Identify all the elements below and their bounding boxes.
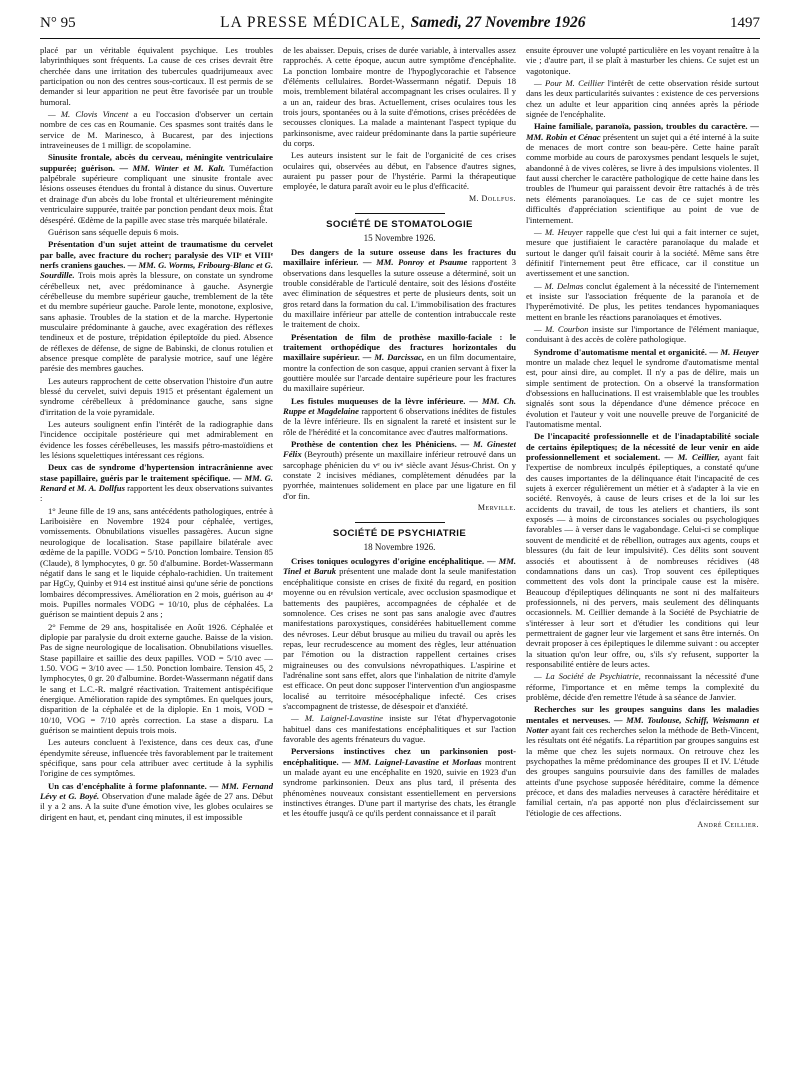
- author-name: — MM. Robin et Cénac: [526, 121, 759, 142]
- paragraph: [283, 247, 516, 330]
- paragraph-text: Trois mois après la blessure, on constate un syndrome cérébelleux net, avec prédominance à gauche. Asynergie cérébelleuse du membre supérieur gauche, tremblement de la tête et du membre supérieur gauche. Parole lente, monotone, explosive, sans aphasie. Troubles de la station et de la marche. Hypertonie musculaire prédominante à gauche, avec exagération des réflexes tendineux et de posture, trépidation épileptoïde du pied. Absence de réflexes de défense, de signe de Babinski, de clonus rotulien et absence presque complète de paralysie motrice, sauf une légère parésie des membres gauches.: [40, 270, 273, 374]
- paragraph-text: rappelle que c'est lui qui a fait interner ce sujet, mesure que justifiaient le caractère paranoïaque du malade et surtout le danger qu'il faisait courir à la société. Même sans être définitif l'internement peut être efficace, car il constitue un avertissement et une sanction.: [526, 226, 759, 279]
- paragraph: [283, 439, 516, 501]
- page-number-left: N° 95: [40, 15, 76, 31]
- paragraph-text: présentent un sujet qui a été interné à la suite de menaces de mort contre son beau-père. Cette haine paraît comme morbide au cours de paroxysmes pendant lesquels le sujet, abandonné à de vives colères, se livre à des impulsions violentes. Il faut aussi chercher le caractère pathologique de cette haine dans les troubles de l'humeur qui paraissent devoir être rattachés à de très nets éléments paranoïaques. Le cas de ce sujet montre les difficultés d'appréciation scientifique au point de vue de l'internement.: [526, 131, 759, 225]
- running-header: [40, 14, 760, 39]
- communication-title: Deux cas de syndrome d'hypertension intracrânienne avec stase papillaire, guéris par le traitement spécifique.: [40, 462, 273, 483]
- paragraph-text: montre un malade chez lequel le syndrome d'automatisme mental est, pour ainsi dire, au complet. Il n'y a pas de délire, mais un simple sentiment de protection. On a observé la transformation d'obsessions en hallucinations. Il est vraisemblable que les troubles signalés sont sous la dépendance d'une démence précoce en évolution et l'auteur y voit une nouvelle preuve de l'organicité de l'automatisme mental.: [526, 356, 759, 430]
- paragraph: [283, 713, 516, 744]
- paragraph-text: ayant fait ces recherches selon la méthode de Beth-Vincent, les résultats ont été négatifs. La répartition par groupes sanguins est la même que chez les sujets normaux. On retrouve chez les psychopathes la même prédominance des groupes II et IV. L'étude des groupes sanguins poursuivie dans des familles de malades atteints d'une psychose supposée héréditaire, comme la démence précoce, et dans des maladies nerveuses à caractère héréditaire et familial certain, n'a pas apporté non plus d'éclaircissement sur l'étiologie de ces affections.: [526, 725, 759, 818]
- signature: André Ceillier.: [697, 820, 759, 830]
- author-name: — M. Ginestet Félix: [283, 439, 516, 460]
- signature: M. Dollfus.: [468, 193, 516, 203]
- author-name: — MM. Ch. Ruppe et Magdelaine: [283, 395, 516, 416]
- paragraph-text: reconnaissant la nécessité d'une réforme, l'importance et en même temps la complexité du problème, décide d'en remettre l'étude à sa séance de Janvier.: [526, 671, 759, 702]
- paragraph: [526, 431, 759, 669]
- paragraph-text: ayant fait l'expertise de nombreux inculpés épileptiques, a constaté qu'une des causes importantes de la délinquance était l'incapacité de ces sujets à exercer régulièrement un métier et à s'adapter à la vie en société. Renvoyés, à cause de leurs crises et de la loi sur les accidents du travail, de tous les ateliers et chantiers, ils sont exposés — à moins de circonstances sociales ou psychologiques favorables — à verser dans le vagabondage. Celui-ci se complique souvent de mendicité et de rébellion, outrages aux agents, coups et blessures (du fait de leur impulsivité). Ces délits sont souvent associés et aboutissent à de nombreuses récidives (48 condamnations dans un cas). Trop souvent ces épileptiques commettent des vols dont la principale cause est la misère. Beaucoup d'épileptiques délinquants ne sont ni des malfaiteurs professionnels, ni des pervers, mais seulement des délinquants occasionnels. M. Ceillier demande à la Société de Psychiatrie de s'intéresser à leur sort et d'étudier les conditions qui leur permettraient de gagner leur vie largement et sans être internés. On devrait proposer à ces épileptiques le dilemme suivant : ou accepter la situation qu'on leur offre, ou, s'ils s'y refusent, supporter la responsabilité entière de leurs actes.: [526, 452, 759, 669]
- page-number-right: 1497: [730, 15, 760, 31]
- text-columns: [40, 45, 760, 1075]
- paragraph: [283, 556, 516, 711]
- author-name: — MM. Ponroy et Psaume: [358, 257, 468, 268]
- author-name: — M. Courbon: [534, 323, 589, 334]
- paragraph: [526, 121, 759, 224]
- paragraph-text: rapportent 3 observations dans lesquelles la suture osseuse a déterminé, soit un trouble considérable de l'articulé dentaire, soit des lésions d'ostéite avec élimination de séquestres et perte de plusieurs dents, soit un gros retard dans la formation du cal. L'immobilisation des fractures du maxillaire inférieur par attelle de contention intrabuccale reste le traitement de choix.: [283, 257, 516, 330]
- author-name: — MM. G. Worms, Fribourg-Blanc et G. Sourdille.: [40, 259, 273, 281]
- author-name: — MM. Winter et M. Kalt.: [114, 162, 226, 173]
- communication-title: Syndrome d'automatisme mental et organicité.: [534, 346, 707, 357]
- communication-title: De l'incapacité professionnelle et de l'inadaptabilité sociale de certains épileptiques; de la nécessité de leur venir en aide professionnellement et socialement.: [526, 431, 759, 463]
- section-title: SOCIÉTÉ DE PSYCHIATRIE: [332, 528, 467, 540]
- section-date: 15 Novembre 1926.: [363, 232, 436, 243]
- communication-title: Présentation de film de prothèse maxillo-faciale : le traitement orthopédique des fractures horizontales du maxillaire supérieur.: [283, 331, 516, 363]
- paragraph-text: rapportent les deux observations suivantes :: [40, 483, 273, 504]
- communication-title: Crises toniques oculogyres d'origine encéphalitique.: [291, 556, 485, 567]
- paragraph: [526, 281, 759, 322]
- communication-title: Sinusite frontale, abcès du cerveau, méningite ventriculaire suppurée; guérison.: [40, 152, 273, 173]
- paragraph: [526, 227, 759, 279]
- author-name: — M. Heuyer: [534, 226, 583, 237]
- paragraph-text: Tuméfaction palpébrale supérieure compliquant une sinusite frontale avec lésions osseuses étendues du frontal à distance du sinus. Ouverture et drainage d'un abcès du lobe frontal et ultérieurement méningite ventriculaire suppurée, traitée par ponction pendant deux mois. État désespéré. Œdème de la papille avec stase très marquée bilatérale.: [40, 162, 273, 225]
- paragraph: [283, 746, 516, 818]
- author-name: — MM. Tinel et Baruk: [283, 556, 516, 577]
- paragraph: [40, 109, 273, 150]
- communication-title: Prothèse de contention chez les Phéniciens.: [291, 439, 457, 450]
- author-name: — M. Clovis Vincent: [48, 109, 129, 120]
- section-rule: [355, 213, 445, 214]
- communication-title: Perversions instinctives chez un parkinsonien post-encéphalitique.: [283, 746, 516, 767]
- paragraph: [283, 332, 516, 394]
- communication-title: Un cas d'encéphalite à forme plafonnante.: [48, 780, 207, 791]
- author-name: — M. Laignel-Lavastine: [291, 713, 383, 724]
- paragraph: [526, 78, 759, 119]
- communication-title: Les fistules muqueuses de la lèvre inférieure.: [291, 395, 466, 406]
- paragraph: Les auteurs soulignent enfin l'intérêt de la radiographie dans l'incidence occipitale postérieure qui met admirablement en évidence les fosses cérébelleuses, les massifs pétro-mastoïdiens et les lésions squelettiques intéressant ces régions.: [40, 419, 273, 461]
- author-name: — MM. Fernand Lévy et G. Boyé.: [40, 780, 273, 802]
- paragraph: Les auteurs rapprochent de cette observation l'histoire d'un autre blessé du cervelet, suivi depuis 1915 et présentant également un syndrome cérébelleux à prédominance gauche, sans signe d'irritation de la voie pyramidale.: [40, 375, 273, 417]
- author-name: — Pour M. Ceillier: [534, 78, 605, 89]
- section-rule: [355, 522, 445, 523]
- paragraph: [526, 671, 759, 702]
- communication-title: Des dangers de la suture osseuse dans les fractures du maxillaire inférieur.: [283, 246, 516, 268]
- author-name: — MM. G. Renard et M. A. Dollfus: [40, 472, 273, 494]
- column-2: [283, 45, 516, 1075]
- paragraph: [526, 704, 759, 818]
- column-3: [526, 45, 759, 1075]
- paragraph-text: rapportent 6 observations inédites de fistules de la lèvre inférieure. Ils en signalent la rareté et insistent sur le rôle de l'hérédité et la concomitance avec d'autres malformations.: [283, 406, 516, 437]
- paragraph: 1° Jeune fille de 19 ans, sans antécédents pathologiques, entrée à Lariboisière en Novembre 1924 pour céphalée, vertiges, vomissements. Obnubilations visuelles passagères. Aucun signe neurologique de localisation. Stase papillaire bilatérale avec œdème de la papille. VODG = 5/10. Ponction lombaire. Tension 85 (Claude), 8 lymphocytes, 0 gr. 50 d'albumine. Bordet-Wassermann négatif dans le sang et le liquide céphalo-rachidien. Un traitement par HgCy, Quinby et 914 est institué ainsi qu'une série de ponctions lombaires décompressives. Amélioration en 2 mois, guérison au 4ᵉ mois. Pupilles normales VODG = 10/10, plus de céphalées. La guérison se maintient depuis 2 ans ;: [40, 505, 273, 620]
- section-heading-stomatologie: [283, 213, 516, 243]
- paragraph: [40, 152, 273, 224]
- paragraph: [526, 347, 759, 430]
- author-name: — La Société de Psychiatrie,: [534, 671, 641, 682]
- paragraph: [40, 239, 273, 373]
- paragraph: Guérison sans séquelle depuis 6 mois.: [48, 226, 179, 237]
- paragraph: [40, 462, 273, 503]
- paragraph-text: en un film documentaire, montre la confection de son casque, appui cranien servant à fixer la gouttière moulée sur l'arcade dentaire supérieure pour les fractures du maxillaire supérieur.: [283, 352, 516, 394]
- author-name: — M. Darcissac,: [359, 352, 425, 363]
- author-name: — M. Delmas: [534, 280, 584, 291]
- journal-name: LA PRESSE MÉDICALE,: [220, 14, 406, 31]
- communication-title: Présentation d'un sujet atteint de traumatisme du cervelet par balle, avec fracture du rocher; paralysie des VIIᵉ et VIIIᵉ nerfs craniens gauches.: [40, 239, 273, 270]
- paragraph: ensuite éprouver une volupté particulière en les voyant renaître à la vie ; d'autre part, il se plaît à masturber les chiens. Ce sujet est un vagotonique.: [526, 45, 759, 76]
- communication-title: Haine familiale, paranoïa, passion, troubles du caractère.: [534, 121, 748, 132]
- paragraph: [283, 396, 516, 437]
- paragraph-text: a eu l'occasion d'observer un certain nombre de ces cas en Roumanie. Ces spasmes sont traités dans le service de M. Marinesco, à Bucarest, par des injections intraveineuses de 1 milligr. de scopolamine.: [40, 109, 273, 151]
- paragraph-text: conclut également à la nécessité de l'internement et insiste sur l'association fréquente de la paranoïa et de l'hyperémotivité. De plus, les petites tendances hypomaniaques mettent en branle les réactions paranoïaques et émotives.: [526, 280, 759, 322]
- journal-title-line: [220, 14, 585, 32]
- section-heading-psychiatrie: [283, 522, 516, 552]
- signature: Merville.: [477, 503, 516, 513]
- paragraph: 2° Femme de 29 ans, hospitalisée en Août 1926. Céphalée et diplopie par paralysie du droit externe gauche. Baisse de la vision. Pas de signe neurologique de localisation. Obnubilations visuelles. Stase papillaire et saillie des deux papilles. VOD = 5/10 avec — 1.50. VOG = 3/10 avec — 1.50. Ponction lombaire. Tension 45, 2 lymphocytes, 0 gr. 20 d'albumine. Bordet-Wassermann négatif dans le sang et L.C.-R. malgré réactivation. Traitement antispécifique énergique. Amélioration rapide des symptômes. En quelques jours, disparition de la céphalée et de la diplopie. En 1 mois, VOD = 10/10, VOG = 7/10 après correction. La stase a disparu. La guérison se maintient depuis trois mois.: [40, 621, 273, 735]
- column-1: [40, 45, 273, 1075]
- paragraph-text: présentent une malade dont la seule manifestation encéphalitique consiste en crises de fixité du regard, en position moyenne ou en révulsion verticale, avec occlusion spasmodique et battements des paupières, accompagnées de céphalée et de somnolence. Ces crises ne sont pas sans analogie avec d'autres manifestations paroxystiques, considérées habituellement comme des névroses. Leur début brusque au milieu du travail ou après les repas, leur recrudescence au moment des règles, leur atténuation par l'émotion ou la distraction rappellent certaines crises migraineuses ou des convulsions névropathiques. L'aspirine et l'adrénaline sont sans effet, alors que l'inhalation de nitrite d'amyle est efficace. On peut donc supposer l'intervention d'un angiospasme localisé au territoire mésocéphalique infecté. Ces crises s'accompagnent de tristesse, de désespoir et d'anxiété.: [283, 566, 516, 711]
- paragraph-text: Observation d'une malade âgée de 27 ans. Début il y a 2 ans. A la suite d'une émotion vive, les globes oculaires se dirigent en haut, et, pendant cinq minutes, il est impossible: [40, 791, 273, 822]
- section-title: SOCIÉTÉ DE STOMATOLOGIE: [326, 219, 473, 231]
- issue-date: Samedi, 27 Novembre 1926: [410, 14, 586, 31]
- section-date: 18 Novembre 1926.: [363, 541, 436, 552]
- paragraph: placé par un véritable équivalent psychique. Les troubles labyrinthiques sont fréquents. La cause de ces crises devrait être cherchée dans une irritation des tubercules quadrijumeaux avec participation ou non des centres sous-corticaux. Il est permis de se demander si leur apparition ne peut être favorisée par un trouble humoral.: [40, 45, 273, 107]
- author-name: — M. Ceillier,: [660, 452, 720, 463]
- paragraph: de les abaisser. Depuis, crises de durée variable, à intervalles assez rapprochés. A cette époque, aucun autre symptôme d'encéphalite. La ponction lombaire montre de l'hypoglycorachie et l'absence d'éléments cellulaires. Bordet-Wassermann négatif. Depuis 18 mois, tremblement bilatéral accompagnant les crises oculaires. Il y a un an, raideur des bras. Actuellement, crises oculaires tous les trois jours, spontanées ou à la suite d'émotions, crises précédées de secousses cloniques. La malade a maintenant l'aspect typique du parkinsonisme, avec raideur prédominante dans la partie supérieure du corps.: [283, 45, 516, 149]
- paragraph: Les auteurs concluent à l'existence, dans ces deux cas, d'une épendymite séreuse, influencée très favorablement par le traitement spécifique, sans pour cela attribuer avec certitude à la syphilis l'origine de ces symptômes.: [40, 737, 273, 779]
- paragraph-text: (Beyrouth) présente un maxillaire inférieur retrouvé dans un sarcophage phénicien du vᵉ ou ivᵉ siècle avant Jésus-Christ. On y constate 2 incisives médianes, complètement dénudées par la pyorrhée, maintenues solidement en place par une ligature en fil d'or fin.: [283, 449, 516, 501]
- paragraph-text: insiste sur l'importance de l'élément maniaque, conduisant à des accès de colère pathologique.: [526, 323, 759, 345]
- paragraph-text: insiste sur l'état d'hypervagotonie habituel dans ces manifestations encéphalitiques et sur l'action favorable des agents frénateurs du vague.: [283, 713, 516, 744]
- paragraph-text: l'intérêt de cette observation réside surtout dans les deux particularités suivantes : existence de ces perversions chez un adulte et leur apparition cinq années après la période signée de l'encéphalite.: [526, 78, 759, 120]
- author-name: — M. Heuyer: [706, 346, 759, 357]
- paragraph: [40, 781, 273, 822]
- author-name: — MM. Toulouse, Schiff, Weismann et Notter: [526, 714, 759, 735]
- paragraph-text: montrent un malade ayant eu une encéphalite en 1920, suivie en 1923 d'un syndrome parkinsonien. Deux ans plus tard, il présenta des phénomènes nouveaux consistant essentiellement en perversions instinctives étranges. D'une part il martyrise des chats, les étrangle et les étouffe jusqu'à ce qu'ils perdent connaissance et il paraît: [283, 756, 516, 819]
- author-name: — MM. Laignel-Lavastine et Morlaas: [338, 756, 482, 767]
- communication-title: Recherches sur les groupes sanguins dans les maladies mentales et nerveuses.: [526, 704, 759, 725]
- paragraph: [526, 324, 759, 345]
- paragraph: Les auteurs insistent sur le fait de l'organicité de ces crises oculaires qui, observées au début, en l'absence d'autres signes, auraient pu passer pour de l'hystérie. Parmi la thérapeutique employée, le datura paraît avoir eu le plus d'efficacité.: [283, 150, 516, 192]
